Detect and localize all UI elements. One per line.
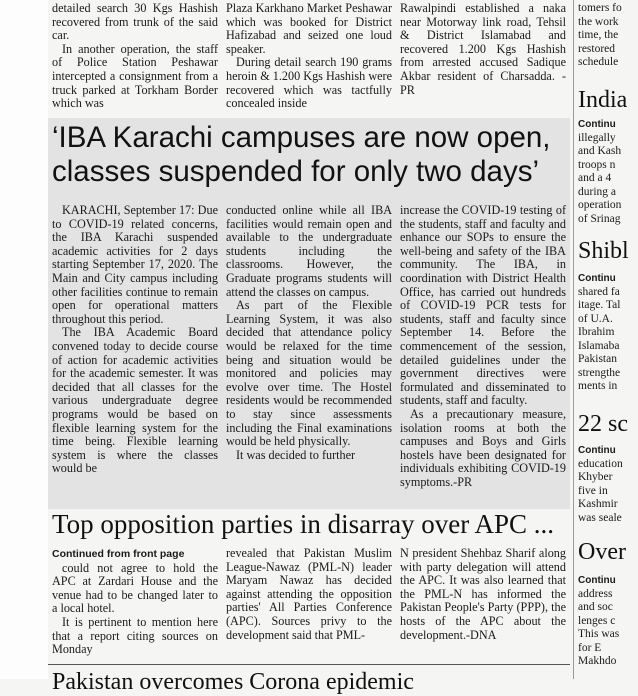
paragraph: could not agree to hold the APC at Zardari House and the venue had to be changed later to a local hotel. — [52, 560, 218, 616]
paragraph: During detail search 190 grams heroin & 1.200 Kgs Hashish were recovered which was tactfully concealed inside — [226, 55, 392, 111]
right-story1-body — [578, 118, 638, 226]
right-story4-body — [578, 574, 638, 669]
text-line: lenges c — [578, 614, 616, 627]
paragraph: As part of the Flexible Learning System, it was also decided that attendance policy would be relaxed for the time being and situation would be monitored and policies may evolve over time. The Hostel residents would be recommended to stay since assessments including the Final examinations would be held physically. — [226, 298, 392, 449]
text-line: itage. Tal — [578, 299, 621, 311]
continued-text: Continu — [578, 119, 616, 130]
text-line: schedule — [578, 56, 619, 68]
iba-headline — [52, 121, 572, 189]
text-line: Makhdo — [578, 655, 617, 667]
iba-col2 — [226, 204, 392, 462]
text-line: Pakistan — [578, 353, 617, 365]
text-line: and soc — [578, 601, 613, 613]
paragraph: KARACHI, September 17: Due to COVID-19 related concerns, the IBA Karachi suspended academic activities for 2 days starting September 17, 2020. The Main and City campus including other facilities continue to remain open for operational matters throughout this period. — [52, 203, 218, 326]
paragraph: It is pertinent to mention here that a report citing sources on Monday — [52, 614, 218, 657]
right-story1-headline: India — [578, 87, 628, 113]
paragraph: In another operation, the staff of Police Station Peshawar intercepted a consignment from a truck parked at Torkham Border which was — [52, 41, 218, 111]
text-line: shared fa — [578, 285, 620, 298]
continued-text: Continu — [578, 273, 616, 284]
paragraph: The IBA Academic Board convened today to decide course of action for academic activities for the academic semester. It was decided that all classes for the various undergraduate degree programs would be based on flexible learning system for the time being. Flexible learning system is where the classes would be — [52, 325, 218, 476]
text-line: and a 4 — [578, 172, 612, 184]
text-line: operation — [578, 199, 622, 211]
text-line: for E — [578, 641, 602, 654]
headline-line: classes suspended for only two days’ — [52, 155, 540, 188]
paragraph: It was decided to further — [236, 447, 356, 462]
paragraph: N president Shehbaz Sharif along with party delegation will attend the APC. It was also learned that the PML-N has informed the Pakistan People's Party (PPP), the hosts of the APC about the development.-DNA — [400, 546, 566, 642]
paragraph: Rawalpindi established a naka near Motorway link road, Tehsil & District Islamabad and recovered 1.200 Kgs Hashish from arrested accused Sadique Akbar resident of Charsadda. - PR — [400, 1, 566, 97]
text-line: troops n — [578, 158, 616, 171]
paragraph: Plaza Karkhano Market Peshawar which was booked for District Hafizabad and seized one loud speaker. — [226, 1, 392, 56]
apc-col3 — [400, 547, 566, 642]
paragraph: revealed that Pakistan Muslim League-Nawaz (PML-N) leader Maryam Nawaz has decided against attending the opposition parties' All Parties Conference (APC). Sources privy to the development said that PML- — [226, 546, 392, 642]
text-line: during a — [578, 185, 617, 198]
apc-headline: Top opposition parties in disarray over APC ... — [52, 509, 555, 539]
text-line: was seale — [578, 511, 622, 524]
iba-col3 — [400, 204, 566, 489]
text-line: tomers fo — [578, 2, 622, 14]
text-line: the work — [578, 15, 619, 28]
right-col-top — [578, 2, 638, 70]
text-line: Islamaba — [578, 339, 620, 352]
text-line: restored — [578, 42, 616, 55]
top-story-col1 — [52, 2, 218, 111]
text-line: Kashmir — [578, 498, 618, 510]
text-line: of Srinag — [578, 212, 621, 225]
text-line: Ibrahim — [578, 326, 615, 338]
continued-text: Continu — [578, 445, 616, 456]
continued-label — [52, 547, 218, 562]
text-line: This was — [578, 628, 620, 640]
text-line: education — [578, 457, 623, 470]
page-margin — [0, 0, 48, 679]
text-line: time, the — [578, 29, 619, 41]
right-story4-headline: Over — [578, 539, 626, 565]
paragraph: increase the COVID-19 testing of the students, staff and faculty and enhance our SOPs to ensure the well-being and safety of the IBA community. The IBA, in coordination with District Health Office, has carried out hundreds of COVID-19 PCR tests for students, staff and faculty since September 14. Before the commencement of the session, detailed guidelines under the government directives were formulated and disseminated to students, staff and faculty. — [400, 203, 566, 408]
bottom-headline: Pakistan overcomes Corona epidemic — [52, 669, 414, 695]
top-story-col3 — [400, 2, 566, 97]
paragraph: As a precautionary measure, isolation rooms at both the campuses and Boys and Girls hostels have been designated for individuals exhibiting COVID-19 symptoms.-PR — [400, 406, 566, 489]
apc-col1 — [52, 547, 218, 657]
apc-col2 — [226, 547, 392, 642]
continued-text: Continued from front page — [52, 548, 185, 560]
text-line: strengthe — [578, 366, 621, 379]
iba-col1 — [52, 204, 218, 476]
right-story2-headline: Shibl — [578, 238, 629, 264]
right-story3-body — [578, 444, 638, 525]
right-story3-headline: 22 sc — [578, 411, 628, 437]
text-line: five in — [578, 484, 608, 497]
right-story2-body — [578, 272, 638, 394]
paragraph: detailed search 30 Kgs Hashish recovered from trunk of the said car. — [52, 1, 218, 43]
column-divider — [573, 0, 574, 679]
text-line: Khyber — [578, 471, 613, 483]
text-line: and Kash — [578, 145, 622, 157]
text-line: address — [578, 587, 613, 600]
headline-line: ‘IBA Karachi campuses are now open, — [52, 121, 551, 154]
paragraph: conducted online while all IBA facilities would remain open and available to the undergraduate students including the classrooms. However, the Graduate programs students will attend the classes on campus. — [226, 203, 392, 299]
top-story-col2 — [226, 2, 392, 111]
text-line: ments in — [578, 380, 618, 392]
divider — [48, 664, 570, 665]
continued-text: Continu — [578, 575, 616, 586]
text-line: illegally — [578, 131, 616, 144]
text-line: of U.A. — [578, 312, 613, 325]
